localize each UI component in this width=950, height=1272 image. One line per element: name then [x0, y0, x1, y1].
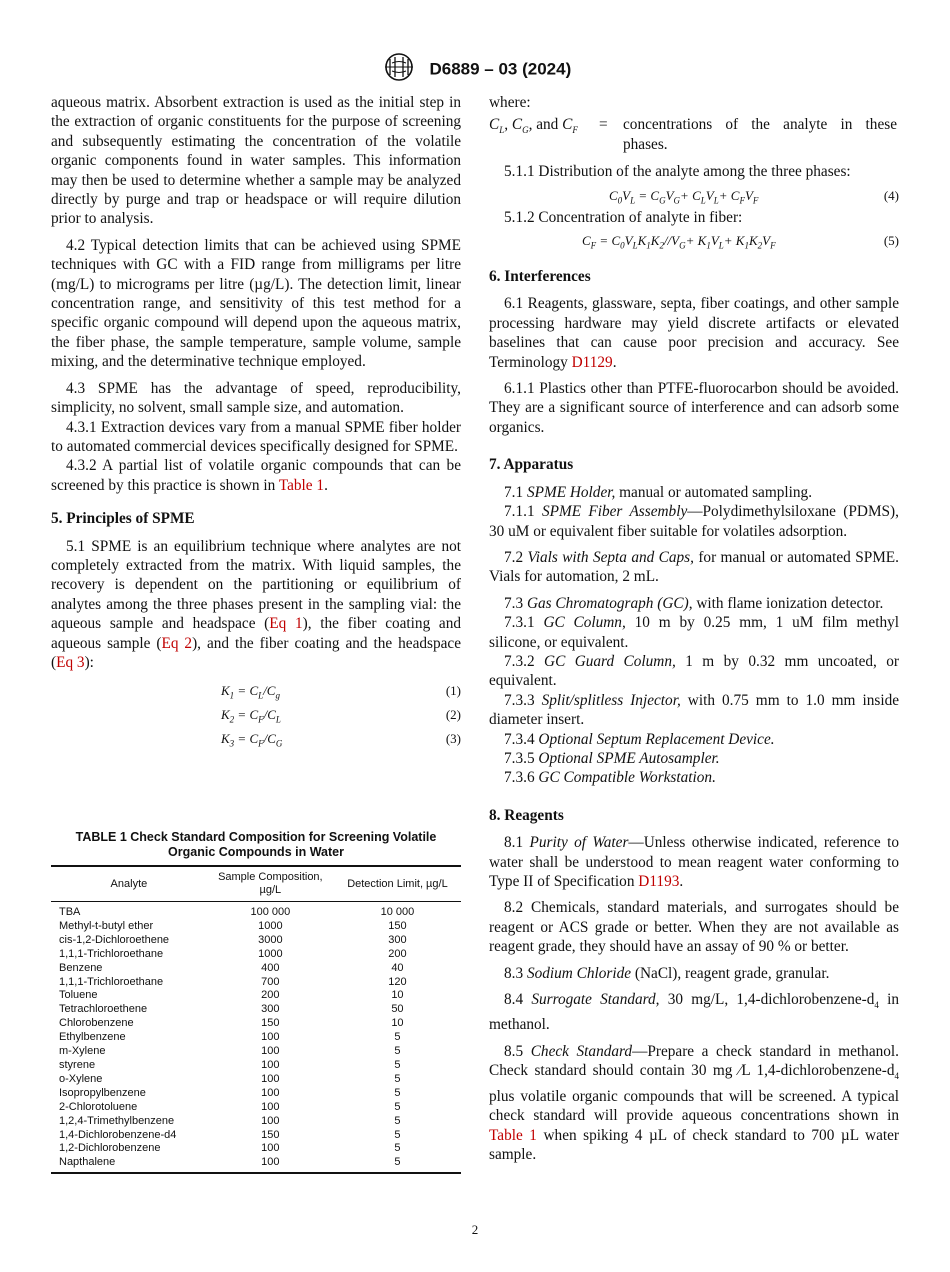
table-1	[51, 830, 461, 1174]
table-row	[51, 1031, 461, 1045]
sample-composition-cell: 100	[261, 1100, 280, 1113]
analyte-cell: Napthalene	[51, 1156, 207, 1173]
paragraph-8-4: 8.4 Surrogate Standard, 30 mg/L, $1,4-dichlorobenzene-d_4$ in methanol.	[489, 991, 899, 1034]
section-6-heading: 6. Interferences	[489, 268, 591, 286]
sample-composition-cell: 100 000	[250, 906, 291, 918]
table-row	[51, 1101, 461, 1115]
sample-composition-cell: 150	[261, 1017, 280, 1030]
table-1-link[interactable]: Table 1	[489, 1126, 537, 1144]
paragraph-8-2: 8.2 Chemicals, standard materials, and surrogates should be reagent or ACS grade or better. When they are not available as reagent grade, they should have an assay of 90 % or better.	[489, 899, 899, 956]
analyte-cell: styrene	[59, 1058, 96, 1071]
document-designation: D6889 – 03 (2024)	[429, 59, 572, 79]
analyte-cell: Benzene	[59, 961, 103, 974]
paragraph-7-1-1: 7.1.1 SPME Fiber Assembly—Polydimethylsiloxane (PDMS), 30 uM or equivalent fiber suitable for volatiles adsorption.	[489, 503, 899, 540]
table-row	[51, 1003, 461, 1017]
check-standard-table	[51, 865, 461, 1174]
equation-number: (5)	[883, 233, 899, 249]
table-row	[51, 934, 461, 948]
analyte-cell: 2-Chlorotoluene	[59, 1100, 138, 1113]
equation-number: (4)	[883, 187, 899, 203]
d1193-link[interactable]: D1193	[638, 873, 680, 890]
detection-limit-cell: 200	[388, 947, 407, 960]
paragraph-4-2: 4.2 Typical detection limits that can be achieved using SPME techniques with GC with a FID range from milligrams per litre (mg/L) to micrograms per litre (µg/L). The detection limit, linear concentration range, and sensitivity of this test method for a specific organic compound will depend upon the aqueous matrix, the fiber phase, the sample temperature, sample volume, sample mixing, and the determinative technique employed.	[51, 236, 461, 371]
detection-limit-cell: 5	[334, 1156, 461, 1173]
table-row	[51, 1087, 461, 1101]
header-detection-limit: Detection Limit, µg/L	[334, 866, 461, 902]
detection-limit-cell: 5	[394, 1045, 401, 1058]
paragraph-7-3-3: 7.3.3 Split/splitless Injector, with 0.75 mm to 1.0 mm inside diameter insert.	[489, 691, 900, 729]
paragraph-7-3-1: 7.3.1 GC Column, 10 m by 0.25 mm, 1 uM film methyl silicone, or equivalent.	[489, 614, 900, 651]
table-row	[51, 902, 461, 920]
table-row	[51, 1142, 461, 1156]
analyte-cell: Isopropylbenzene	[59, 1086, 146, 1099]
paragraph-7-3: 7.3 Gas Chromatograph (GC), with flame ionization detector.	[504, 594, 884, 612]
sample-composition-cell: 100	[261, 1142, 280, 1155]
detection-limit-cell: 150	[388, 919, 407, 932]
equation-1: $K_1 = C_L/C_g$ (1)	[221, 683, 461, 701]
sample-composition-cell: 1000	[258, 947, 283, 960]
paragraph-8-5: 8.5 Check Standard—Prepare a check standard in methanol. Check standard should contain 30 mg ⁄L $1,4-dichlorobenzene-d_4$ plus volatile organic compounds that will be screened. A typical check standard will provide aqueous concentrations shown in Table 1 when spiking 4 µL of check standard to 700 µL water sample.	[489, 1042, 899, 1163]
equation-4: $C_0V_L = C_GV_G+ C_LV_L+ C_FV_F$ (4)	[609, 187, 899, 206]
detection-limit-cell: 50	[391, 1003, 404, 1016]
sample-composition-cell: 1000	[258, 919, 283, 932]
sample-composition-cell: 100	[261, 1031, 280, 1044]
detection-limit-cell: 40	[391, 961, 404, 974]
analyte-cell: Chlorobenzene	[59, 1017, 134, 1030]
detection-limit-cell: 120	[388, 975, 407, 988]
detection-limit-cell: 10 000	[380, 906, 415, 918]
paragraph-7-2: 7.2 Vials with Septa and Caps, for manual or automated SPME. Vials for automation, 2 mL.	[489, 548, 899, 586]
analyte-cell: TBA	[59, 906, 81, 918]
where-definition	[489, 115, 899, 154]
sample-composition-cell: 100	[261, 1058, 280, 1071]
equation-5: $C_F = C_0V_LK_1K_2//V_G+ K_1V_L+ K_1K_2V_F$ (5)	[582, 233, 899, 251]
paragraph-7-3-4: 7.3.4 Optional Septum Replacement Device.	[504, 730, 775, 748]
table-1-link[interactable]: Table 1	[278, 476, 325, 494]
paragraph-6-1: 6.1 Reagents, glassware, septa, fiber coatings, and other sample processing hardware may yield discrete artifacts or elevated baselines that can cause poor precision and accuracy. See Terminology D1129.	[489, 295, 899, 371]
detection-limit-cell: 5	[394, 1072, 401, 1085]
analyte-cell: m-Xylene	[59, 1045, 106, 1058]
paragraph-7-3-5: 7.3.5 Optional SPME Autosampler.	[504, 749, 720, 767]
sample-composition-cell: 700	[261, 975, 280, 988]
astm-logo-icon	[379, 52, 419, 87]
detection-limit-cell: 5	[394, 1128, 401, 1141]
section-7-heading: 7. Apparatus	[489, 456, 574, 474]
left-column	[51, 93, 461, 751]
table-row	[51, 962, 461, 976]
paragraph-7-3-6: 7.3.6 GC Compatible Workstation.	[504, 769, 716, 787]
paragraph-7-3-2: 7.3.2 GC Guard Column, 1 m by 0.32 mm uncoated, or equivalent.	[489, 652, 899, 690]
analyte-cell: cis-1,2-Dichloroethene	[59, 933, 170, 946]
paragraph-5-1-1: 5.1.1 Distribution of the analyte among the three phases:	[504, 163, 851, 181]
paragraph-7-1: 7.1 SPME Holder, manual or automated sampling.	[504, 483, 813, 501]
equation-number: (3)	[445, 731, 461, 747]
section-5-heading: 5. Principles of SPME	[51, 510, 195, 528]
equation-number: (2)	[445, 707, 461, 723]
analyte-cell: 1,1,1-Trichloroethane	[59, 975, 164, 988]
sample-composition-cell: 300	[261, 1003, 280, 1016]
detection-limit-cell: 5	[394, 1031, 401, 1044]
page-header	[0, 52, 950, 87]
sample-composition-cell: 3000	[258, 933, 283, 946]
analyte-cell: 1,4-Dichlorobenzene-d4	[59, 1128, 177, 1141]
page-number: 2	[471, 1222, 479, 1237]
analyte-cell: 1,2,4-Trimethylbenzene	[59, 1114, 175, 1127]
sample-composition-cell: 100	[207, 1156, 334, 1173]
sample-composition-cell: 100	[261, 1072, 280, 1085]
analyte-cell: Methyl-t-butyl ether	[59, 919, 154, 932]
detection-limit-cell: 5	[394, 1114, 401, 1127]
table-body	[51, 902, 461, 1174]
table-caption: TABLE 1 Check Standard Composition for Screening Volatile Organic Compounds in Water	[75, 830, 437, 859]
paragraph-5-1: 5.1 SPME is an equilibrium technique where analytes are not completely extracted from the matrix. With liquid samples, the recovery is dependent on the partitioning or equilibrium of analytes among the three phases present in the sampling vial: the aqueous sample and headspace (Eq 1), the fiber coating and aqueous sample (Eq 2), and the fiber coating and the headspace (Eq 3):	[51, 537, 462, 671]
detection-limit-cell: 10	[391, 1017, 404, 1030]
detection-limit-cell: 5	[394, 1142, 401, 1155]
where-equals: =	[599, 116, 608, 134]
detection-limit-cell: 10	[391, 989, 404, 1002]
paragraph-8-1: 8.1 Purity of Water—Unless otherwise indicated, reference to water shall be understood to mean reagent water conforming to Type II of Specification D1193.	[489, 834, 900, 890]
detection-limit-cell: 300	[388, 933, 407, 946]
detection-limit-cell: 5	[394, 1086, 401, 1099]
table-row	[51, 976, 461, 990]
table-row	[51, 1115, 461, 1129]
where-symbols: $C_L$, $C_G$, and $C_F$	[489, 116, 578, 136]
sample-composition-cell: 200	[261, 989, 280, 1002]
paragraph-4-3-2: 4.3.2 A partial list of volatile organic compounds that can be screened by this practice is shown in Table 1.	[51, 457, 461, 494]
table-row	[51, 1156, 461, 1173]
sample-composition-cell: 400	[261, 961, 280, 974]
paragraph-8-3: 8.3 Sodium Chloride (NaCl), reagent grade, granular.	[504, 964, 830, 982]
paragraph-6-1-1: 6.1.1 Plastics other than PTFE-fluorocarbon should be avoided. They are a significant source of interference and can adsorb some organics.	[489, 380, 899, 436]
analyte-cell: 1,2-Dichlorobenzene	[59, 1142, 161, 1155]
analyte-cell: Toluene	[59, 989, 98, 1002]
d1129-link[interactable]: D1129	[571, 353, 613, 371]
table-row	[51, 1073, 461, 1087]
paragraph-continuation: aqueous matrix. Absorbent extraction is used as the initial step in the extraction of organic constituents for the purpose of screening and subsequently estimating the concentration of the volatile organic components found in water samples. This information may then be used to determine whether a sample may be analyzed directly by purge and trap or headspace or will require dilution prior to analysis.	[51, 94, 461, 228]
equation-3: $K_3 = C_F/C_G$ (3)	[221, 731, 461, 749]
sample-composition-cell: 100	[261, 1114, 280, 1127]
paragraph-4-3: 4.3 SPME has the advantage of speed, reproducibility, simplicity, no solvent, small sample size, and automation.	[51, 379, 461, 417]
table-row	[51, 989, 461, 1003]
header-sample-composition: Sample Composition, µg/L	[207, 866, 334, 902]
analyte-cell: o-Xylene	[59, 1072, 103, 1085]
table-row	[51, 1017, 461, 1031]
equation-number: (1)	[445, 683, 461, 699]
paragraph-5-1-2: 5.1.2 Concentration of analyte in fiber:	[504, 208, 743, 226]
eq-1-link[interactable]: Eq 1	[269, 615, 303, 633]
right-column	[489, 93, 899, 1171]
equation-2: $K_2 = C_F/C_L$ (2)	[221, 707, 461, 725]
sample-composition-cell: 100	[261, 1045, 280, 1058]
table-row	[51, 920, 461, 934]
eq-2-link[interactable]: Eq 2	[161, 634, 193, 652]
table-header-row	[51, 866, 461, 902]
header-analyte: Analyte	[51, 866, 207, 902]
sample-composition-cell: 150	[261, 1128, 280, 1141]
table-row	[51, 948, 461, 962]
analyte-cell: 1,1,1-Trichloroethane	[59, 947, 164, 960]
sample-composition-cell: 100	[261, 1086, 280, 1099]
analyte-cell: Ethylbenzene	[59, 1031, 126, 1044]
table-row	[51, 1045, 461, 1059]
section-8-heading: 8. Reagents	[489, 806, 564, 824]
where-label: where:	[489, 94, 531, 111]
table-row	[51, 1129, 461, 1143]
eq-3-link[interactable]: Eq 3	[56, 653, 85, 671]
detection-limit-cell: 5	[394, 1100, 401, 1113]
table-row	[51, 1059, 461, 1073]
analyte-cell: Tetrachloroethene	[59, 1003, 148, 1016]
paragraph-4-3-1: 4.3.1 Extraction devices vary from a manual SPME fiber holder to automated commercial devices specifically designed for SPME.	[51, 418, 461, 455]
detection-limit-cell: 5	[394, 1058, 401, 1071]
where-description: concentrations of the analyte in these phases.	[623, 116, 897, 153]
